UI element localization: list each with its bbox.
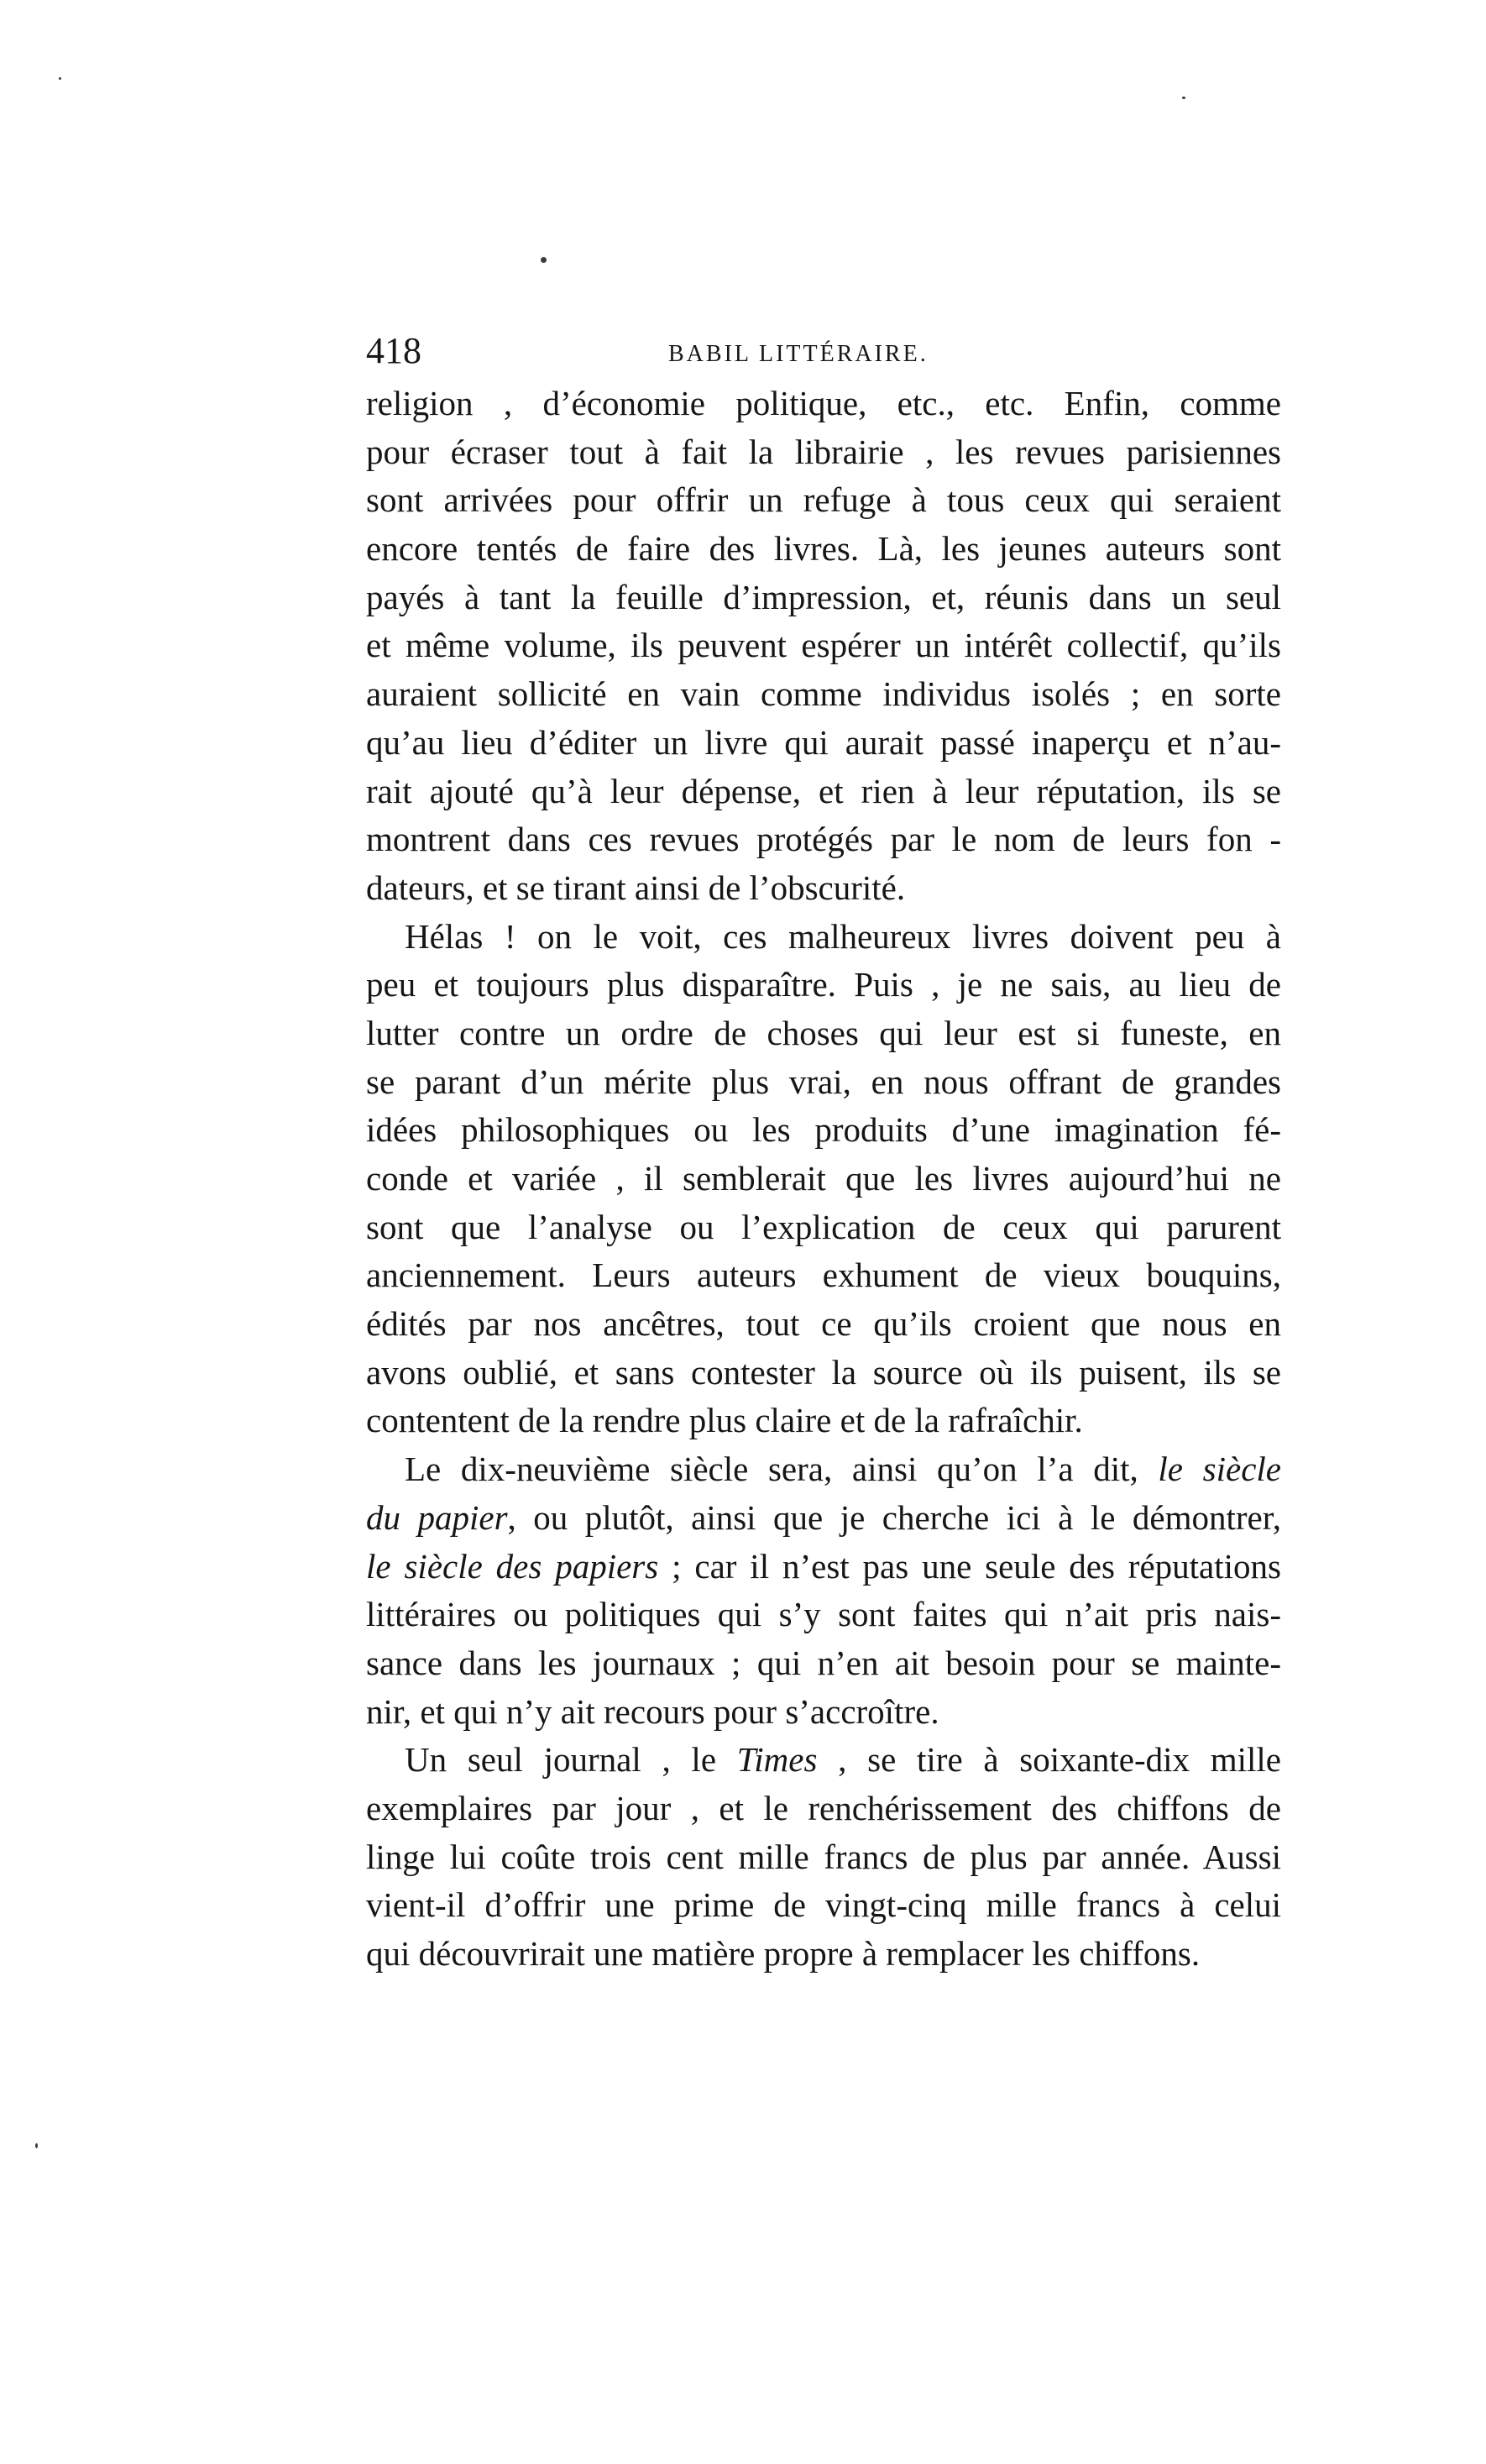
ink-speck [35,2143,38,2148]
ink-speck [59,77,61,80]
text-line [366,1058,1281,1107]
text-run: vient-il d’offrir une prime de vingt-cinq mille francs à celui [366,1885,1281,1925]
text-run: sont arrivées pour offrir un refuge à tous ceux qui seraient [366,480,1281,520]
text-line [366,380,1281,428]
text-line [366,428,1281,477]
text-run: linge lui coûte trois cent mille francs de plus par année. Aussi [366,1837,1281,1876]
text-run: dateurs, et se tirant ainsi de l’obscurité. [366,868,906,907]
text-run: se parant d’un mérite plus vrai, en nous offrant de grandes [366,1062,1281,1101]
text-line [366,1881,1281,1930]
text-line [366,1106,1281,1155]
text-run: , se tire à soixante-dix mille [817,1740,1281,1780]
text-line [366,1155,1281,1203]
text-line [366,1543,1281,1591]
text-run: qu’au lieu d’éditer un livre qui aurait passé inaperçu et n’au- [366,722,1281,762]
text-run: qui découvrirait une matière propre à remplacer les chiffons. [366,1934,1201,1973]
page-number: 418 [366,330,421,371]
text-line [366,525,1281,574]
text-line [366,768,1281,816]
text-line [366,621,1281,670]
italic-text: du papier [366,1497,508,1537]
text-line [366,913,1281,962]
text-line [366,1785,1281,1833]
text-run: et même volume, ils peuvent espérer un intérêt collectif, qu’ils [366,626,1281,665]
text-run: sont que l’analyse ou l’explication de ceux qui parurent [366,1207,1281,1246]
italic-text: le siècle [1158,1450,1281,1489]
text-run: montrent dans ces revues protégés par le nom de leurs fon - [366,820,1281,859]
text-line [366,1009,1281,1058]
text-run: Hélas ! on le voit, ces malheureux livres doivent peu à [405,916,1281,956]
ink-speck [1182,97,1185,99]
text-run: nir, et qui n’y ait recours pour s’accroître. [366,1691,939,1731]
text-line [366,1639,1281,1688]
text-run: payés à tant la feuille d’impression, et, réunis dans un seul [366,577,1281,616]
ink-speck [541,257,547,263]
text-line [366,670,1281,719]
text-line [366,476,1281,525]
text-line [366,1445,1281,1494]
text-run: avons oublié, et sans contester la source où ils puisent, ils se [366,1352,1281,1392]
text-run: sance dans les journaux ; qui n’en ait besoin pour se mainte- [366,1643,1281,1682]
text-run: lutter contre un ordre de choses qui leur est si funeste, en [366,1013,1281,1052]
body-text [366,380,1281,1979]
text-line [366,1397,1281,1445]
text-run: rait ajouté qu’à leur dépense, et rien à leur réputation, ils se [366,771,1281,810]
italic-text: Times [736,1740,818,1780]
page-header [366,326,1281,376]
italic-text: le siècle des papiers [366,1546,659,1586]
text-line [366,1349,1281,1397]
paragraph [366,913,1281,1446]
text-line [366,961,1281,1009]
text-run: , ou plutôt, ainsi que je cherche ici à le démontrer, [507,1497,1282,1537]
paragraph [366,1445,1281,1736]
text-run: anciennement. Leurs auteurs exhument de vieux bouquins, [366,1256,1281,1295]
text-run: Le dix-neuvième siècle sera, ainsi qu’on l’a dit, [405,1450,1159,1489]
text-line [366,574,1281,622]
text-run: édités par nos ancêtres, tout ce qu’ils croient que nous en [366,1304,1281,1344]
text-run: religion , d’économie politique, etc., etc. Enfin, comme [366,384,1281,422]
text-line [366,815,1281,864]
text-line [366,1930,1281,1979]
text-line [366,1591,1281,1639]
text-line [366,1251,1281,1300]
text-line [366,1203,1281,1252]
text-line [366,1688,1281,1737]
paragraph [366,1736,1281,1978]
text-line [366,1833,1281,1882]
text-line [366,1300,1281,1349]
text-run: idées philosophiques ou les produits d’une imagination fé- [366,1110,1281,1150]
text-run: peu et toujours plus disparaître. Puis , je ne sais, au lieu de [366,965,1281,1004]
running-head: BABIL LITTÉRAIRE. [668,341,929,367]
text-run: exemplaires par jour , et le renchérissement des chiffons de [366,1788,1281,1827]
text-line [366,1736,1281,1785]
text-line [366,719,1281,768]
text-run: auraient sollicité en vain comme individus isolés ; en sorte [366,674,1281,714]
text-line [366,864,1281,913]
text-run: contentent de la rendre plus claire et de la rafraîchir. [366,1401,1083,1440]
text-run: littéraires ou politiques qui s’y sont faites qui n’ait pris nais- [366,1595,1281,1634]
text-run: pour écraser tout à fait la librairie , les revues parisiennes [366,432,1281,471]
text-run: encore tentés de faire des livres. Là, les jeunes auteurs sont [366,529,1281,569]
text-line [366,1494,1281,1543]
paragraph [366,380,1281,913]
text-run: Un seul journal , le [405,1740,737,1780]
text-run: conde et variée , il semblerait que les livres aujourd’hui ne [366,1159,1281,1198]
text-run: ; car il n’est pas une seule des réputations [658,1546,1281,1586]
